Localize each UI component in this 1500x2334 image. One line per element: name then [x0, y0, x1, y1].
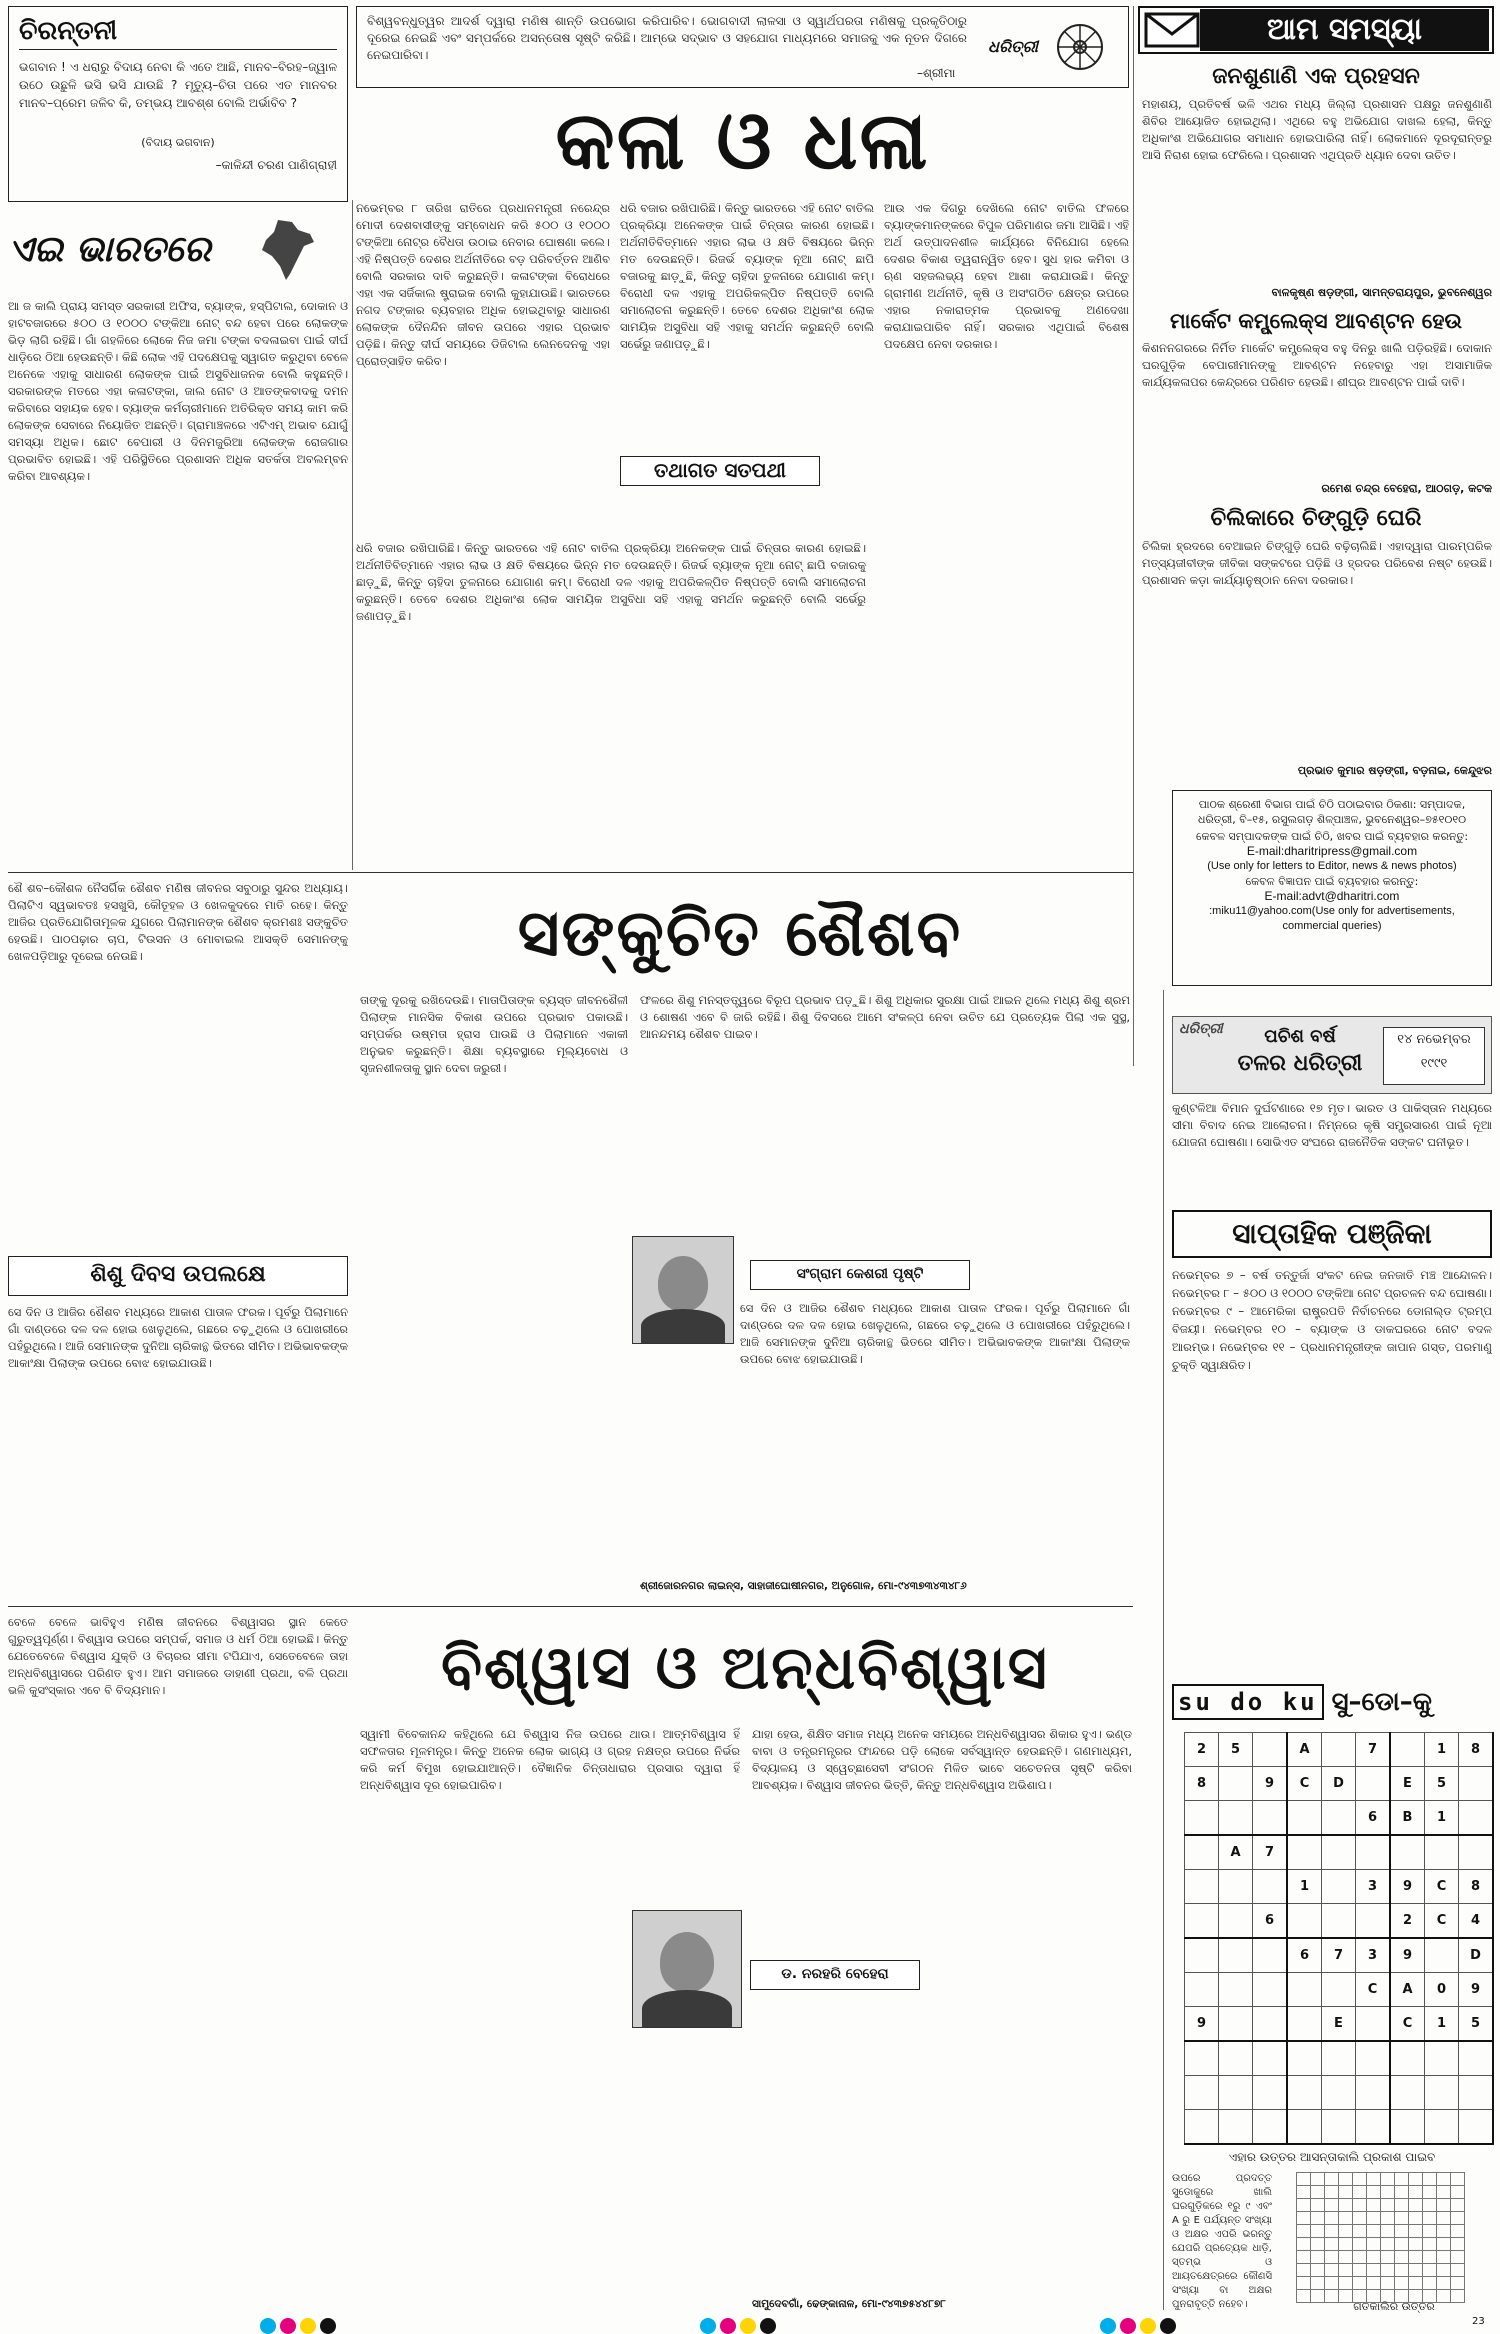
answer-cell: [1325, 2225, 1339, 2238]
answer-cell: [1325, 2186, 1339, 2199]
answer-cell: [1395, 2225, 1409, 2238]
sudoku-answer-note: ଉପରେ ପ୍ରଦତ୍ତ ସୁଡୋକୁରେ ଖାଲି ଘରଗୁଡ଼ିକରେ ୧ରୁ ୯ ଏବଂ A ରୁ E ପର୍ଯ୍ୟନ୍ତ ସଂଖ୍ୟା ଓ ଅକ୍ଷର ଏପରି ଭରନ୍ତୁ ଯେପରି ପ୍ରତ୍ୟେକ ଧାଡ଼ି, ସ୍ତମ୍ଭ ଓ ଆୟତକ୍ଷେତ୍ରରେ କୌଣସି ସଂଖ୍ୟା ବା ଅକ୍ଷର ପୁନରାବୃତ୍ତି ନହେବ।: [1172, 2173, 1272, 2310]
answer-cell: [1339, 2199, 1353, 2212]
answer-cell: [1395, 2238, 1409, 2251]
answer-cell: [1297, 2186, 1311, 2199]
sudoku-cell: [1322, 1835, 1356, 1870]
sudoku-cell: [1390, 2076, 1425, 2110]
answer-cell: [1381, 2225, 1395, 2238]
sudoku-cell: 3: [1356, 1870, 1391, 1904]
sudoku-cell: [1425, 2041, 1459, 2076]
answer-cell: [1325, 2277, 1339, 2290]
sudoku-cell: [1253, 1938, 1288, 1973]
ei-bharatare-text: ଏଇ ଭାରତରେ: [8, 229, 211, 270]
past-title-2: ତଳର ଧରିତ୍ରୀ: [1237, 1051, 1363, 1076]
sudoku-cell: [1287, 2076, 1322, 2110]
sudoku-cell: 9: [1185, 2007, 1219, 2042]
sudoku-cell: [1219, 2007, 1253, 2042]
sudoku-cell: [1253, 1733, 1288, 1767]
sudoku-cell: D: [1459, 1938, 1494, 1973]
sudoku-cell: [1185, 1801, 1219, 1836]
contact-email-1[interactable]: E-mail:dharitripress@gmail.com: [1246, 844, 1418, 858]
past-title-1: ପଚିଶ ବର୍ଷ: [1264, 1026, 1336, 1047]
sudoku-cell: C: [1390, 2007, 1425, 2042]
answer-cell: [1423, 2251, 1437, 2264]
sudoku-cell: B: [1390, 1801, 1425, 1836]
sudoku-cell: [1459, 1835, 1494, 1870]
envelope-icon: [1144, 10, 1200, 50]
sudoku-cell: [1390, 1733, 1425, 1767]
sudoku-cell: 3: [1356, 1938, 1391, 1973]
answer-cell: [1353, 2212, 1367, 2225]
sudoku-cell: [1322, 2076, 1356, 2110]
answer-cell: [1311, 2212, 1325, 2225]
sudoku-cell: [1185, 1904, 1219, 1939]
sudoku-cell: 6: [1253, 1904, 1288, 1939]
sudoku-cell: 9: [1390, 1938, 1425, 1973]
sudoku-cell: C: [1425, 1904, 1459, 1939]
answer-cell: [1451, 2238, 1465, 2251]
sudoku-cell: [1322, 2110, 1356, 2145]
sudoku-cell: [1425, 2076, 1459, 2110]
answer-cell: [1437, 2225, 1451, 2238]
answer-cell: [1325, 2199, 1339, 2212]
answer-cell: [1451, 2251, 1465, 2264]
letter-text-2: କିଶନନଗରରେ ନିର୍ମିତ ମାର୍କେଟ କମ୍ପ୍ଲେକ୍ସ ବହୁ ଦିନରୁ ଖାଲି ପଡ଼ିରହିଛି। ଦୋକାନ ଘରଗୁଡ଼ିକ ବେପାରୀମାନଙ୍କୁ ଆବଣ୍ଟନ ନହେବାରୁ ଏହା ଅସାମାଜିକ କାର୍ଯ୍ୟକଳାପର କେନ୍ଦ୍ରରେ ପରିଣତ ହେଉଛି। ଶୀଘ୍ର ଆବଣ୍ଟନ ପାଇଁ ଦାବି।: [1142, 341, 1492, 389]
answer-cell: [1423, 2173, 1437, 2186]
past-box: [1172, 1016, 1492, 1094]
quote-author: –କାଳିନ୍ଦୀ ଚରଣ ପାଣିଗ୍ରାହୀ: [215, 158, 337, 172]
answer-cell: [1409, 2277, 1423, 2290]
sudoku-cell: [1356, 1904, 1391, 1939]
contact-email-3[interactable]: :miku11@yahoo.com(Use only for advertisements, commercial queries): [1209, 905, 1455, 932]
sudoku-cell: [1390, 2041, 1425, 2076]
belief-address: ସାମୁଦେବଗାଁ, ଢେଙ୍କାନାଳ, ମୋ-୯୪୩୭୫୪୪୮୭୮: [752, 2298, 946, 2310]
answer-cell: [1381, 2199, 1395, 2212]
answer-cell: [1409, 2225, 1423, 2238]
answer-cell: [1297, 2212, 1311, 2225]
answer-cell: [1437, 2186, 1451, 2199]
answer-cell: [1353, 2251, 1367, 2264]
letter-text-1: ମହାଶୟ, ପ୍ରତିବର୍ଷ ଭଳି ଏଥର ମଧ୍ୟ ଜିଲ୍ଲା ପ୍ରଶାସନ ପକ୍ଷରୁ ଜନଶୁଣାଣି ଶିବିର ଆୟୋଜିତ ହୋଇଥିଲା। ଏଥିରେ ବହୁ ଅଭିଯୋଗ ଦାଖଲ ହେଲା, କିନ୍ତୁ ଅଧିକାଂଶ ଅଭିଯୋଗର ସମାଧାନ ହୋଇପାରିଲା ନାହିଁ। ଲୋକମାନେ ଦୂରଦୂରାନ୍ତରୁ ଆସି ନିରାଶ ହୋଇ ଫେରିଲେ। ପ୍ରଶାସନ ଏଥିପ୍ରତି ଧ୍ୟାନ ଦେବା ଉଚିତ।: [1142, 97, 1492, 162]
answer-cell: [1339, 2212, 1353, 2225]
sudoku-cell: [1322, 1904, 1356, 1939]
quote-box: [8, 6, 348, 202]
sudoku-title-or: ସୁ–ଡୋ–କୁ: [1331, 1686, 1432, 1717]
answer-cell: [1339, 2173, 1353, 2186]
answer-cell: [1451, 2212, 1465, 2225]
sudoku-cell: 7: [1322, 1938, 1356, 1973]
contact-email-1-note: (Use only for letters to Editor, news & news photos): [1207, 860, 1457, 872]
sudoku-cell: 8: [1185, 1767, 1219, 1801]
sudoku-cell: [1356, 2110, 1391, 2145]
sudoku-cell: [1219, 2110, 1253, 2145]
sudoku-cell: [1185, 1835, 1219, 1870]
sudoku-cell: [1287, 2041, 1322, 2076]
answer-cell: [1297, 2277, 1311, 2290]
answer-cell: [1325, 2173, 1339, 2186]
answer-cell: [1367, 2199, 1381, 2212]
sudoku-cell: 2: [1390, 1904, 1425, 1939]
sudoku-cell: [1253, 2110, 1288, 2145]
belief-title: ବିଶ୍ୱାସ ଓ ଅନ୍ଧବିଶ୍ୱାସ: [441, 1633, 1049, 1703]
childhood-col-3b: ସେ ଦିନ ଓ ଆଜିର ଶୈଶବ ମଧ୍ୟରେ ଆକାଶ ପାତାଳ ଫରକ। ପୂର୍ବରୁ ପିଲାମାନେ ଗାଁ ଦାଣ୍ଡରେ ଦଳ ଦଳ ହୋଇ ଖେଳୁଥିଲେ, ଗଛରେ ଚଢ଼ୁଥିଲେ ଓ ପୋଖରୀରେ ପହଁରୁଥିଲେ। ଆଜି ସେମାନଙ୍କ ଦୁନିଆ ଚାରିକାନ୍ଥ ଭିତରେ ସୀମିତ। ଅଭିଭାବକଙ୍କ ଆକାଂକ୍ଷା ପିଲାଙ୍କ ଉପରେ ବୋଝ ହୋଇଯାଉଛି।: [740, 1301, 1130, 1366]
answer-cell: [1409, 2264, 1423, 2277]
sudoku-cell: [1322, 1870, 1356, 1904]
sudoku-cell: C: [1287, 1767, 1322, 1801]
childhood-address: ଶ୍ରୀଜୋରନଗର ଲାଇନ୍‌ସ, ସାହାଜୀଘୋଷୀନଗର, ଅନୁଗୋଳ, ମୋ-୯୪୩୭୩୪୩୪୮୬: [640, 1580, 967, 1592]
answer-cell: [1367, 2212, 1381, 2225]
letter-heading-2: ମାର୍କେଟ କମ୍ପ୍ଲେକ୍ସ ଆବଣ୍ଟନ ହେଉ: [1169, 309, 1463, 333]
sudoku-cell: [1459, 2076, 1494, 2110]
sudoku-cell: [1459, 1801, 1494, 1836]
sudoku-cell: [1219, 1973, 1253, 2007]
answer-cell: [1381, 2173, 1395, 2186]
sudoku-cell: [1287, 1835, 1322, 1870]
letters-title: ଆମ ସମସ୍ୟା: [1200, 9, 1489, 51]
answer-cell: [1325, 2238, 1339, 2251]
sudoku-cell: [1219, 1870, 1253, 1904]
answer-cell: [1409, 2173, 1423, 2186]
sudoku-cell: [1390, 2110, 1425, 2145]
answer-cell: [1437, 2173, 1451, 2186]
answer-cell: [1381, 2212, 1395, 2225]
past-date-1: ୧୪ ନଭେମ୍ବର: [1397, 1032, 1471, 1047]
answer-cell: [1311, 2277, 1325, 2290]
past-date-2: ୧୯୯୧: [1420, 1056, 1448, 1071]
thought-sign: –ଶ୍ରୀମା: [917, 66, 956, 80]
answer-cell: [1311, 2225, 1325, 2238]
sudoku-cell: C: [1356, 1973, 1391, 2007]
sudoku-cell: [1425, 2110, 1459, 2145]
answer-cell: [1423, 2225, 1437, 2238]
answer-cell: [1451, 2277, 1465, 2290]
answer-cell: [1297, 2238, 1311, 2251]
sudoku-cell: 6: [1356, 1801, 1391, 1836]
answer-cell: [1311, 2251, 1325, 2264]
sudoku-cell: [1356, 1767, 1391, 1801]
sudoku-cell: C: [1425, 1870, 1459, 1904]
answer-cell: [1367, 2277, 1381, 2290]
answer-cell: [1423, 2186, 1437, 2199]
answer-cell: [1395, 2186, 1409, 2199]
answer-cell: [1423, 2277, 1437, 2290]
india-map-icon: [258, 218, 318, 286]
answer-cell: [1297, 2225, 1311, 2238]
answer-cell: [1339, 2225, 1353, 2238]
sudoku-cell: 8: [1459, 1733, 1494, 1767]
sudoku-cell: [1253, 1973, 1288, 2007]
answer-cell: [1325, 2264, 1339, 2277]
answer-cell: [1367, 2251, 1381, 2264]
sudoku-cell: 5: [1219, 1733, 1253, 1767]
sudoku-cell: A: [1219, 1835, 1253, 1870]
answer-cell: [1451, 2173, 1465, 2186]
letter-sign-3: ପ୍ରଭାତ କୁମାର ଷଡ଼ଙ୍ଗୀ, ବଡ଼ନାଇ, କେନ୍ଦୁଝର: [1297, 764, 1492, 777]
sudoku-cell: [1287, 1904, 1322, 1939]
answer-cell: [1451, 2264, 1465, 2277]
sudoku-cell: 1: [1425, 1801, 1459, 1836]
sudoku-cell: [1219, 2076, 1253, 2110]
wheel-icon: [1054, 21, 1106, 73]
sudoku-cell: [1287, 2110, 1322, 2145]
letter-sign-2: ରମେଶ ଚନ୍ଦ୍ର ବେହେରା, ଆଠଗଡ଼, କଟକ: [1321, 482, 1492, 495]
sudoku-cell: [1185, 2041, 1219, 2076]
sudoku-cell: A: [1390, 1973, 1425, 2007]
letters-header: [1138, 6, 1494, 54]
sudoku-cell: 7: [1356, 1733, 1391, 1767]
answer-cell: [1367, 2264, 1381, 2277]
answer-cell: [1353, 2186, 1367, 2199]
sudoku-cell: [1185, 1870, 1219, 1904]
sudoku-cell: 7: [1253, 1835, 1288, 1870]
registration-marks: [0, 2318, 1500, 2333]
answer-cell: [1409, 2212, 1423, 2225]
sudoku-cell: [1322, 1973, 1356, 2007]
sudoku-cell: 1: [1425, 1733, 1459, 1767]
sudoku-answer-label: ଗତକାଲିର ଉତ୍ତର: [1353, 2300, 1435, 2313]
answer-cell: [1339, 2277, 1353, 2290]
sudoku-cell: 0: [1425, 1973, 1459, 2007]
center-col-1: ନଭେମ୍ବର ୮ ତାରିଖ ରାତିରେ ପ୍ରଧାନମନ୍ତ୍ରୀ ନରେନ୍ଦ୍ର ମୋଦୀ ଦେଶବାସୀଙ୍କୁ ସମ୍ବୋଧନ କରି ୫୦୦ ଓ ୧୦୦୦ ଟଙ୍କିଆ ନୋଟ୍‌ର ବୈଧତା ଉଠାଇ ନେବାର ଘୋଷଣା କଲେ। ଏହି ନିଷ୍ପତ୍ତି ଦେଶର ଅର୍ଥନୀତିରେ ବଡ଼ ପରିବର୍ତ୍ତନ ଆଣିବ ବୋଲି ସରକାର ଦାବି କରୁଛନ୍ତି। କଳାଟଙ୍କା ବିରୋଧରେ ଏହା ଏକ ସର୍ଜିକାଲ ଷ୍ଟ୍ରାଇକ ବୋଲି କୁହାଯାଉଛି। ଭାରତରେ ନଗଦ ଟଙ୍କାର ବ୍ୟବହାର ଅଧିକ ହୋଇଥିବାରୁ ସାଧାରଣ ଲୋକଙ୍କ ଦୈନନ୍ଦିନ ଜୀବନ ଉପରେ ଏହାର ପ୍ରଭାବ ପଡ଼ିଛି। କିନ୍ତୁ ଦୀର୍ଘ ସମୟରେ ଡିଜିଟାଲ ଲେନଦେନକୁ ଏହା ପ୍ରୋତ୍ସାହିତ କରିବ।: [356, 201, 610, 368]
weekly-text: ନଭେମ୍ବର ୭ – ବର୍ଷ ତନ୍ତୁର୍ଜା ସଂକଟ ନେଇ ଜନଜାତି ମଞ୍ଚ ଆନ୍ଦୋଳନ। ନଭେମ୍ବର ୮ – ୫୦୦ ଓ ୧୦୦୦ ଟଙ୍କିଆ ନୋଟ ପ୍ରଚଳନ ବନ୍ଦ ଘୋଷଣା। ନଭେମ୍ବର ୯ – ଆମେରିକା ରାଷ୍ଟ୍ରପତି ନିର୍ବାଚନରେ ଡୋନାଲ୍ଡ ଟ୍ରମ୍ପ ବିଜୟୀ। ନଭେମ୍ବର ୧୦ – ବ୍ୟାଙ୍କ ଓ ଡାକଘରରେ ନୋଟ ବଦଳ ଆରମ୍ଭ। ନଭେମ୍ବର ୧୧ – ପ୍ରଧାନମନ୍ତ୍ରୀଙ୍କ ଜାପାନ ଗସ୍ତ, ପରମାଣୁ ଚୁକ୍ତି ସ୍ୱାକ୍ଷରିତ।: [1172, 1268, 1492, 1372]
sudoku-cell: [1219, 2041, 1253, 2076]
childhood-col-2: ତାଙ୍କୁ ଦୂରକୁ ରଖିଦେଉଛି। ମାତାପିତାଙ୍କ ବ୍ୟସ୍ତ ଜୀବନଶୈଳୀ ପିଲାଙ୍କ ମାନସିକ ବିକାଶ ଉପରେ ପ୍ରଭାବ ପକାଉଛି। ସମ୍ପର୍କର ଉଷ୍ମତା ହ୍ରାସ ପାଉଛି ଓ ପିଲାମାନେ ଏକାକୀ ଅନୁଭବ କରୁଛନ୍ତି। ଶିକ୍ଷା ବ୍ୟବସ୍ଥାରେ ମୂଲ୍ୟବୋଧ ଓ ସୃଜନଶୀଳତାକୁ ସ୍ଥାନ ଦେବା ଜରୁରୀ।: [360, 993, 628, 1075]
answer-cell: [1353, 2277, 1367, 2290]
childhood-subhead: ଶିଶୁ ଦିବସ ଉପଲକ୍ଷେ: [8, 1256, 348, 1296]
answer-cell: [1409, 2199, 1423, 2212]
left-column-text: ଆ ଜ କାଲି ପ୍ରାୟ ସମସ୍ତ ସରକାରୀ ଅଫିସ, ବ୍ୟାଙ୍କ, ହସ୍ପିଟାଲ, ଦୋକାନ ଓ ହାଟବଜାରରେ ୫୦୦ ଓ ୧୦୦୦ ଟଙ୍କିଆ ନୋଟ୍‌ ବନ୍ଦ ହେବା ପରେ ଲୋକଙ୍କ ଭିଡ଼ ଲାଗି ରହିଛି। ଗାଁ ଗହଳିରେ ଲୋକେ ନିଜ ଜମା ଟଙ୍କା ବଦଳାଇବା ପାଇଁ ଦୀର୍ଘ ଧାଡ଼ିରେ ଠିଆ ହେଉଛନ୍ତି। କିଛି ଲୋକ ଏହି ପଦକ୍ଷେପକୁ ସ୍ୱାଗତ କରୁଥିବା ବେଳେ ଅନେକେ ଏହାକୁ ସାଧାରଣ ଲୋକଙ୍କ ପାଇଁ ଅସୁବିଧାଜନକ ବୋଲି କହୁଛନ୍ତି। ସରକାରଙ୍କ ମତରେ ଏହା କଳାଟଙ୍କା, ଜାଲ ନୋଟ ଓ ଆତଙ୍କବାଦକୁ ଦମନ କରିବାରେ ସହାୟକ ହେବ। ବ୍ୟାଙ୍କ କର୍ମଚାରୀମାନେ ଅତିରିକ୍ତ ସମୟ କାମ କରି ଲୋକଙ୍କ ସେବାରେ ନିୟୋଜିତ ଅଛନ୍ତି। ଗ୍ରାମାଞ୍ଚଳରେ ଏଟିଏମ୍‌ ଅଭାବ ଯୋଗୁଁ ସମସ୍ୟା ଅଧିକ। ଛୋଟ ବେପାରୀ ଓ ଦିନମଜୁରିଆ ଲୋକଙ୍କ ରୋଜଗାର ପ୍ରଭାବିତ ହୋଇଛି। ଏହି ପରିସ୍ଥିତିରେ ପ୍ରଶାସନ ଅଧିକ ସତର୍କତା ଅବଲମ୍ବନ କରିବା ଆବଶ୍ୟକ।: [8, 299, 348, 483]
sudoku-cell: [1219, 1938, 1253, 1973]
contact-intro: ପାଠକ ଶ୍ରେଣୀ ବିଭାଗ ପାଇଁ ଚିଠି ପଠାଇବାର ଠିକଣା: ସମ୍ପାଦକ, ଧରିତ୍ରୀ, ବି–୧୫, ରସୁଲଗଡ଼ ଶିଳ୍ପାଞ୍ଚଳ, ଭୁବନେଶ୍ୱର–୭୫୧୦୧୦: [1197, 798, 1467, 826]
answer-cell: [1437, 2251, 1451, 2264]
sudoku-cell: 1: [1425, 2007, 1459, 2042]
sudoku-cell: E: [1390, 1767, 1425, 1801]
sudoku-cell: [1425, 1835, 1459, 1870]
answer-cell: [1311, 2238, 1325, 2251]
answer-cell: [1367, 2238, 1381, 2251]
sudoku-note: ଏହାର ଉତ୍ତର ଆସନ୍ତାକାଲି ପ୍ରକାଶ ପାଇବ: [1228, 2150, 1436, 2164]
quote-box-title: ଚିରନ୍ତନୀ: [19, 13, 337, 50]
answer-cell: [1381, 2238, 1395, 2251]
quote-source: (ବିଦାୟ ଭଗବାନ): [141, 136, 215, 149]
contact-email-2[interactable]: E-mail:advt@dharitri.com: [1264, 889, 1400, 903]
answer-cell: [1311, 2186, 1325, 2199]
sudoku-cell: [1356, 2007, 1391, 2042]
sudoku-cell: [1253, 2007, 1288, 2042]
sudoku-cell: [1219, 1801, 1253, 1836]
childhood-col-3: ଫଳରେ ଶିଶୁ ମନସ୍ତତ୍ତ୍ୱରେ ବିରୂପ ପ୍ରଭାବ ପଡ଼ୁଛି। ଶିଶୁ ଅଧିକାର ସୁରକ୍ଷା ପାଇଁ ଆଇନ ଥିଲେ ମଧ୍ୟ ଶିଶୁ ଶ୍ରମ ଓ ଶୋଷଣ ଏବେ ବି ଜାରି ରହିଛି। ଶିଶୁ ଦିବସରେ ଆମେ ସଂକଳ୍ପ ନେବା ଉଚିତ ଯେ ପ୍ରତ୍ୟେକ ପିଲା ଏକ ସୁସ୍ଥ, ଆନନ୍ଦମୟ ଶୈଶବ ପାଇବ।: [640, 993, 1130, 1041]
ei-bharatare-logo: [8, 214, 348, 286]
answer-cell: [1437, 2264, 1451, 2277]
answer-cell: [1395, 2173, 1409, 2186]
answer-cell: [1409, 2238, 1423, 2251]
center-author-tag: ତଥାଗତ ସତପଥୀ: [620, 456, 820, 486]
childhood-intro: ଶୈ ଶବ–କୌଶଳ ନୈସର୍ଗିକ ଶୈଶବ ମଣିଷ ଜୀବନର ସବୁଠାରୁ ସୁନ୍ଦର ଅଧ୍ୟାୟ। ପିଲାଟିଏ ସ୍ୱଭାବତଃ ହସଖୁସି, କୌତୂହଳ ଓ ଖେଳକୁଦରେ ମାତି ରହେ। କିନ୍ତୁ ଆଜିର ପ୍ରତିଯୋଗିତାମୂଳକ ଯୁଗରେ ପିଲାମାନଙ୍କ ଶୈଶବ କ୍ରମଶଃ ସଙ୍କୁଚିତ ହେଉଛି। ପାଠପଢ଼ାର ଚାପ, ଟିଉସନ ଓ ମୋବାଇଲ ଆସକ୍ତି ସେମାନଙ୍କୁ ଖେଳପଡ଼ିଆରୁ ଦୂରେଇ ନେଉଛି।: [8, 881, 348, 963]
sudoku-title-en: su do ku: [1172, 1684, 1324, 1720]
answer-cell: [1297, 2173, 1311, 2186]
past-text: କୁଣ୍ଟଳିଆ ବିମାନ ଦୁର୍ଘଟଣାରେ ୧୭ ମୃତ। ଭାରତ ଓ ପାକିସ୍ତାନ ମଧ୍ୟରେ ସୀମା ବିବାଦ ନେଇ ଆଲୋଚନା। ନିମ୍ନରେ କୃଷି ସମ୍ପ୍ରସାରଣ ପାଇଁ ନୂଆ ଯୋଜନା ଘୋଷଣା। ସୋଭିଏତ ସଂଘରେ ରାଜନୈତିକ ସଙ୍କଟ ଘନୀଭୂତ।: [1172, 1101, 1492, 1149]
childhood-col-1: ସେ ଦିନ ଓ ଆଜିର ଶୈଶବ ମଧ୍ୟରେ ଆକାଶ ପାତାଳ ଫରକ। ପୂର୍ବରୁ ପିଲାମାନେ ଗାଁ ଦାଣ୍ଡରେ ଦଳ ଦଳ ହୋଇ ଖେଳୁଥିଲେ, ଗଛରେ ଚଢ଼ୁଥିଲେ ଓ ପୋଖରୀରେ ପହଁରୁଥିଲେ। ଆଜି ସେମାନଙ୍କ ଦୁନିଆ ଚାରିକାନ୍ଥ ଭିତରେ ସୀମିତ। ଅଭିଭାବକଙ୍କ ଆକାଂକ୍ଷା ପିଲାଙ୍କ ଉପରେ ବୋଝ ହୋଇଯାଉଛି।: [8, 1305, 348, 1370]
sudoku-cell: 9: [1253, 1767, 1288, 1801]
answer-cell: [1451, 2186, 1465, 2199]
sudoku-cell: 4: [1459, 1904, 1494, 1939]
belief-author: ଡ. ନରହରି ବେହେରା: [750, 1960, 920, 1990]
sudoku-cell: [1185, 1973, 1219, 2007]
sudoku-cell: [1390, 1835, 1425, 1870]
sudoku-cell: [1322, 1733, 1356, 1767]
sudoku-cell: 1: [1287, 1870, 1322, 1904]
answer-cell: [1381, 2251, 1395, 2264]
belief-author-photo: [632, 1910, 742, 2028]
thought-box: [356, 6, 1129, 88]
center-col-3: ଆଉ ଏକ ଦିଗରୁ ଦେଖିଲେ ନୋଟ ବାତିଲ ଫଳରେ ବ୍ୟାଙ୍କମାନଙ୍କରେ ବିପୁଳ ପରିମାଣର ଜମା ଆସିଛି। ଏହି ଅର୍ଥ ଉତ୍ପାଦନଶୀଳ କାର୍ଯ୍ୟରେ ବିନିଯୋଗ ହେଲେ ଦେଶର ବିକାଶ ତ୍ୱରାନ୍ୱିତ ହେବ। ସୁଧ ହାର କମିବା ଓ ଋଣ ସହଜଲଭ୍ୟ ହେବା ଆଶା କରାଯାଉଛି। କିନ୍ତୁ ଗ୍ରାମୀଣ ଅର୍ଥନୀତି, କୃଷି ଓ ଅସଂଗଠିତ କ୍ଷେତ୍ର ଉପରେ ଏହାର ନକାରାତ୍ମକ ପ୍ରଭାବକୁ ଅଣଦେଖା କରାଯାଇପାରିବ ନାହିଁ। ସରକାର ଏଥିପାଇଁ ବିଶେଷ ପଦକ୍ଷେପ ନେବା ଦରକାର।: [884, 201, 1129, 351]
answer-cell: [1311, 2199, 1325, 2212]
sudoku-cell: [1459, 2041, 1494, 2076]
answer-cell: [1297, 2264, 1311, 2277]
sudoku-cell: 9: [1459, 1973, 1494, 2007]
childhood-author-photo: [632, 1236, 734, 1344]
answer-cell: [1353, 2264, 1367, 2277]
answer-cell: [1367, 2225, 1381, 2238]
sudoku-cell: 5: [1425, 1767, 1459, 1801]
answer-cell: [1353, 2238, 1367, 2251]
sudoku-cell: 2: [1185, 1733, 1219, 1767]
answer-cell: [1311, 2264, 1325, 2277]
sudoku-cell: D: [1322, 1767, 1356, 1801]
answer-cell: [1423, 2238, 1437, 2251]
sudoku-cell: [1253, 1801, 1288, 1836]
answer-cell: [1325, 2251, 1339, 2264]
weekly-title: ସାପ୍ତାହିକ ପଞ୍ଜିକା: [1172, 1210, 1492, 1258]
sudoku-cell: [1425, 1938, 1459, 1973]
sudoku-cell: 8: [1459, 1870, 1494, 1904]
sudoku-cell: [1459, 1767, 1494, 1801]
quote-text: ଭଗବାନ ! ଏ ଧରାରୁ ବିଦାୟ ନେବା କି ଏତେ ଆଛି, ମାନବ–ବିରହ–ଜ୍ୱାଳ ଉଠେ ଉଛୁଳି ଭସି ଭସି ଯାଉଛି ? ମୃତ୍ୟୁ–ଚିତା ପରେ ଏତ ମାନବର ମାନବ–ପ୍ରେମ ଜଳିବ କି, ତମ୍ଭୟ ଆବଶ୍ଶ ବୋଲି ଅର୍ଭାବିବ ?: [19, 60, 337, 110]
answer-cell: [1437, 2277, 1451, 2290]
contact-ad-note: କେବଳ ବିଜ୍ଞାପନ ପାଇଁ ବ୍ୟବହାର କରନ୍ତୁ:: [1245, 875, 1419, 888]
answer-cell: [1395, 2199, 1409, 2212]
sudoku-cell: [1322, 1801, 1356, 1836]
sudoku-cell: [1253, 1870, 1288, 1904]
masthead-title: କଳା ଓ ଧଳା: [555, 94, 930, 187]
sudoku-cell: [1356, 2041, 1391, 2076]
center-col-1b: ଧରି ବଜାର ରଖିପାରିଛି। କିନ୍ତୁ ଭାରତରେ ଏହି ନୋଟ ବାତିଲ ପ୍ରକ୍ରିୟା ଅନେକଙ୍କ ପାଇଁ ଚିନ୍ତାର କାରଣ ହୋଇଛି। ଅର୍ଥନୀତିବିତ୍‌ମାନେ ଏହାର ଲାଭ ଓ କ୍ଷତି ବିଷୟରେ ଭିନ୍ନ ମତ ଦେଉଛନ୍ତି। ରିଜର୍ଭ ବ୍ୟାଙ୍କ ନୂଆ ନୋଟ୍‌ ଛାପି ବଜାରକୁ ଛାଡ଼ୁଛି, କିନ୍ତୁ ଚାହିଦା ତୁଳନାରେ ଯୋଗାଣ କମ୍‌। ବିରୋଧୀ ଦଳ ଏହାକୁ ଅପରିକଳ୍ପିତ ନିଷ୍ପତ୍ତି ବୋଲି ସମାଲୋଚନା କରୁଛନ୍ତି। ତେବେ ଦେଶର ଅଧିକାଂଶ ଲୋକ ସାମୟିକ ଅସୁବିଧା ସହି ଏହାକୁ ସମର୍ଥନ କରୁଛନ୍ତି ବୋଲି ସର୍ଭେରୁ ଜଣାପଡ଼ୁଛି।: [356, 541, 866, 623]
sudoku-cell: E: [1322, 2007, 1356, 2042]
answer-cell: [1395, 2251, 1409, 2264]
answer-cell: [1451, 2199, 1465, 2212]
sudoku-cell: [1219, 1904, 1253, 1939]
sudoku-cell: [1219, 1767, 1253, 1801]
answer-cell: [1395, 2212, 1409, 2225]
sudoku-cell: [1287, 1973, 1322, 2007]
sudoku-cell: 9: [1390, 1870, 1425, 1904]
answer-cell: [1339, 2251, 1353, 2264]
answer-cell: [1423, 2264, 1437, 2277]
answer-cell: [1353, 2225, 1367, 2238]
letter-heading-3: ଚିଲିକାରେ ଚିଙ୍ଗୁଡ଼ି ଘେରି: [1210, 506, 1422, 531]
answer-cell: [1409, 2186, 1423, 2199]
answer-cell: [1297, 2251, 1311, 2264]
belief-col-1: ବେଳେ ବେଳେ ଭାବିହୁଏ ମଣିଷ ଜୀବନରେ ବିଶ୍ୱାସର ସ୍ଥାନ କେତେ ଗୁରୁତ୍ୱପୂର୍ଣ୍ଣ। ବିଶ୍ୱାସ ଉପରେ ସମ୍ପର୍କ, ସମାଜ ଓ ଧର୍ମ ଠିଆ ହୋଇଛି। କିନ୍ତୁ ଯେତେବେଳେ ବିଶ୍ୱାସ ଯୁକ୍ତି ଓ ବିଚାରର ସୀମା ଟପିଯାଏ, ସେତେବେଳେ ତାହା ଅନ୍ଧବିଶ୍ୱାସରେ ପରିଣତ ହୁଏ। ଆମ ସମାଜରେ ଡାହାଣୀ ପ୍ରଥା, ବଳି ପ୍ରଥା ଭଳି କୁସଂସ୍କାର ଏବେ ବି ବିଦ୍ୟମାନ।: [8, 1615, 348, 1697]
letter-sign-1: ବାଳକୃଷ୍ଣ ଷଡ଼ଙ୍ଗୀ, ସାମନ୍ତରାୟପୁର, ଭୁବନେଶ୍ୱର: [1271, 286, 1492, 299]
sudoku-cell: [1459, 2110, 1494, 2145]
sudoku-cell: [1287, 1801, 1322, 1836]
answer-cell: [1437, 2199, 1451, 2212]
answer-cell: [1437, 2212, 1451, 2225]
past-logo: ଧରିତ୍ରୀ: [1179, 1021, 1223, 1037]
answer-cell: [1297, 2199, 1311, 2212]
answer-cell: [1353, 2173, 1367, 2186]
sudoku-grid: [1184, 1732, 1494, 2145]
dharitri-brand: ଧରିତ୍ରୀ: [988, 37, 1038, 56]
answer-cell: [1339, 2264, 1353, 2277]
sudoku-cell: [1253, 2041, 1288, 2076]
answer-cell: [1423, 2199, 1437, 2212]
sudoku-cell: 5: [1459, 2007, 1494, 2042]
answer-cell: [1451, 2225, 1465, 2238]
belief-col-2: ସ୍ୱାମୀ ବିବେକାନନ୍ଦ କହିଥିଲେ ଯେ ବିଶ୍ୱାସ ନିଜ ଉପରେ ଥାଉ। ଆତ୍ମବିଶ୍ୱାସ ହିଁ ସଫଳତାର ମୂଳମନ୍ତ୍ର। କିନ୍ତୁ ଅନେକ ଲୋକ ଭାଗ୍ୟ ଓ ଗ୍ରହ ନକ୍ଷତ୍ର ଉପରେ ନିର୍ଭର କରି କର୍ମ ବିମୁଖ ହୋଇଯାଆନ୍ତି। ବୈଜ୍ଞାନିକ ଚିନ୍ତାଧାରାର ପ୍ରସାର ଦ୍ୱାରା ହିଁ ଅନ୍ଧବିଶ୍ୱାସ ଦୂର ହୋଇପାରିବ।: [360, 1727, 740, 1792]
center-col-2: ଧରି ବଜାର ରଖିପାରିଛି। କିନ୍ତୁ ଭାରତରେ ଏହି ନୋଟ ବାତିଲ ପ୍ରକ୍ରିୟା ଅନେକଙ୍କ ପାଇଁ ଚିନ୍ତାର କାରଣ ହୋଇଛି। ଅର୍ଥନୀତିବିତ୍‌ମାନେ ଏହାର ଲାଭ ଓ କ୍ଷତି ବିଷୟରେ ଭିନ୍ନ ମତ ଦେଉଛନ୍ତି। ରିଜର୍ଭ ବ୍ୟାଙ୍କ ନୂଆ ନୋଟ୍‌ ଛାପି ବଜାରକୁ ଛାଡ଼ୁଛି, କିନ୍ତୁ ଚାହିଦା ତୁଳନାରେ ଯୋଗାଣ କମ୍‌। ବିରୋଧୀ ଦଳ ଏହାକୁ ଅପରିକଳ୍ପିତ ନିଷ୍ପତ୍ତି ବୋଲି ସମାଲୋଚନା କରୁଛନ୍ତି। ତେବେ ଦେଶର ଅଧିକାଂଶ ଲୋକ ସାମୟିକ ଅସୁବିଧା ସହି ଏହାକୁ ସମର୍ଥନ କରୁଛନ୍ତି ବୋଲି ସର୍ଭେରୁ ଜଣାପଡ଼ୁଛି।: [620, 201, 874, 351]
answer-cell: [1367, 2186, 1381, 2199]
sudoku-cell: [1185, 2110, 1219, 2145]
letter-heading-1: ଜନଶୁଣାଣି ଏକ ପ୍ରହସନ: [1212, 64, 1420, 89]
thought-text: ବିଶ୍ୱବନ୍ଧୁତ୍ୱର ଆଦର୍ଶ ଦ୍ୱାରା ମଣିଷ ଶାନ୍ତି ଉପଭୋଗ କରିପାରିବ। ଭୋଗବାଦୀ ଲାଳସା ଓ ସ୍ୱାର୍ଥପରତା ମଣିଷକୁ ପ୍ରକୃତିଠାରୁ ଦୂରେଇ ନେଇଛି ଏବଂ ସମ୍ପର୍କରେ ଅସନ୍ତୋଷ ସୃଷ୍ଟି କରିଛି। ଆମ୍ଭେ ସଦ୍‌ଭାବ ଓ ସହଯୋଗ ମାଧ୍ୟମରେ ସମାଜକୁ ଏକ ନୂତନ ଦିଗରେ ନେଇପାରିବା।: [367, 14, 967, 62]
letter-text-3: ଚିଲିକା ହ୍ରଦରେ ବେଆଇନ ଚିଙ୍ଗୁଡ଼ି ଘେରି ବଢ଼ିଚାଲିଛି। ଏହାଦ୍ୱାରା ପାରମ୍ପରିକ ମତ୍ସ୍ୟଜୀବୀଙ୍କ ଜୀବିକା ସଙ୍କଟରେ ପଡ଼ିଛି ଓ ହ୍ରଦର ପରିବେଶ ନଷ୍ଟ ହେଉଛି। ପ୍ରଶାସନ କଡ଼ା କାର୍ଯ୍ୟାନୁଷ୍ଠାନ ନେବା ଦରକାର।: [1142, 539, 1492, 587]
page-number: 23: [1472, 2316, 1485, 2327]
answer-cell: [1437, 2238, 1451, 2251]
contact-note: କେବଳ ସମ୍ପାଦକଙ୍କ ପାଇଁ ଚିଠି, ଖବର ପାଇଁ ବ୍ୟବହାର କରନ୍ତୁ:: [1195, 830, 1469, 843]
belief-col-3: ଯାହା ହେଉ, ଶିକ୍ଷିତ ସମାଜ ମଧ୍ୟ ଅନେକ ସମୟରେ ଅନ୍ଧବିଶ୍ୱାସର ଶିକାର ହୁଏ। ଭଣ୍ଡ ବାବା ଓ ତନ୍ତ୍ରମନ୍ତ୍ରର ଫାନ୍ଦରେ ପଡ଼ି ଲୋକେ ସର୍ବସ୍ୱାନ୍ତ ହେଉଛନ୍ତି। ଗଣମାଧ୍ୟମ, ବିଦ୍ୟାଳୟ ଓ ସ୍ୱେଚ୍ଛାସେବୀ ସଂଗଠନ ମିଳିତ ଭାବେ ସଚେତନତା ସୃଷ୍ଟି କରିବା ଆବଶ୍ୟକ। ବିଶ୍ୱାସ ଜୀବନର ଭିତ୍ତି, କିନ୍ତୁ ଅନ୍ଧବିଶ୍ୱାସ ଅଭିଶାପ।: [752, 1727, 1132, 1792]
sudoku-cell: [1356, 2076, 1391, 2110]
sudoku-cell: A: [1287, 1733, 1322, 1767]
answer-cell: [1381, 2264, 1395, 2277]
answer-cell: [1367, 2173, 1381, 2186]
answer-cell: [1339, 2186, 1353, 2199]
sudoku-header: [1172, 1680, 1492, 1724]
answer-cell: [1381, 2186, 1395, 2199]
sudoku-answer-grid: [1296, 2172, 1465, 2303]
answer-cell: [1325, 2212, 1339, 2225]
answer-cell: [1381, 2277, 1395, 2290]
answer-cell: [1409, 2251, 1423, 2264]
sudoku-cell: [1322, 2041, 1356, 2076]
sudoku-cell: [1287, 2007, 1322, 2042]
sudoku-cell: [1253, 2076, 1288, 2110]
sudoku-cell: [1185, 2076, 1219, 2110]
sudoku-cell: [1356, 1835, 1391, 1870]
answer-cell: [1423, 2212, 1437, 2225]
contact-box: [1172, 790, 1492, 986]
sudoku-cell: [1185, 1938, 1219, 1973]
sudoku-cell: 6: [1287, 1938, 1322, 1973]
answer-cell: [1395, 2277, 1409, 2290]
answer-cell: [1395, 2264, 1409, 2277]
answer-cell: [1311, 2173, 1325, 2186]
answer-cell: [1339, 2238, 1353, 2251]
answer-cell: [1353, 2199, 1367, 2212]
childhood-author: ସଂଗ୍ରାମ କେଶରୀ ପୃଷ୍ଟି: [750, 1260, 970, 1290]
childhood-title: ସଙ୍କୁଚିତ ଶୈଶବ: [517, 897, 963, 971]
